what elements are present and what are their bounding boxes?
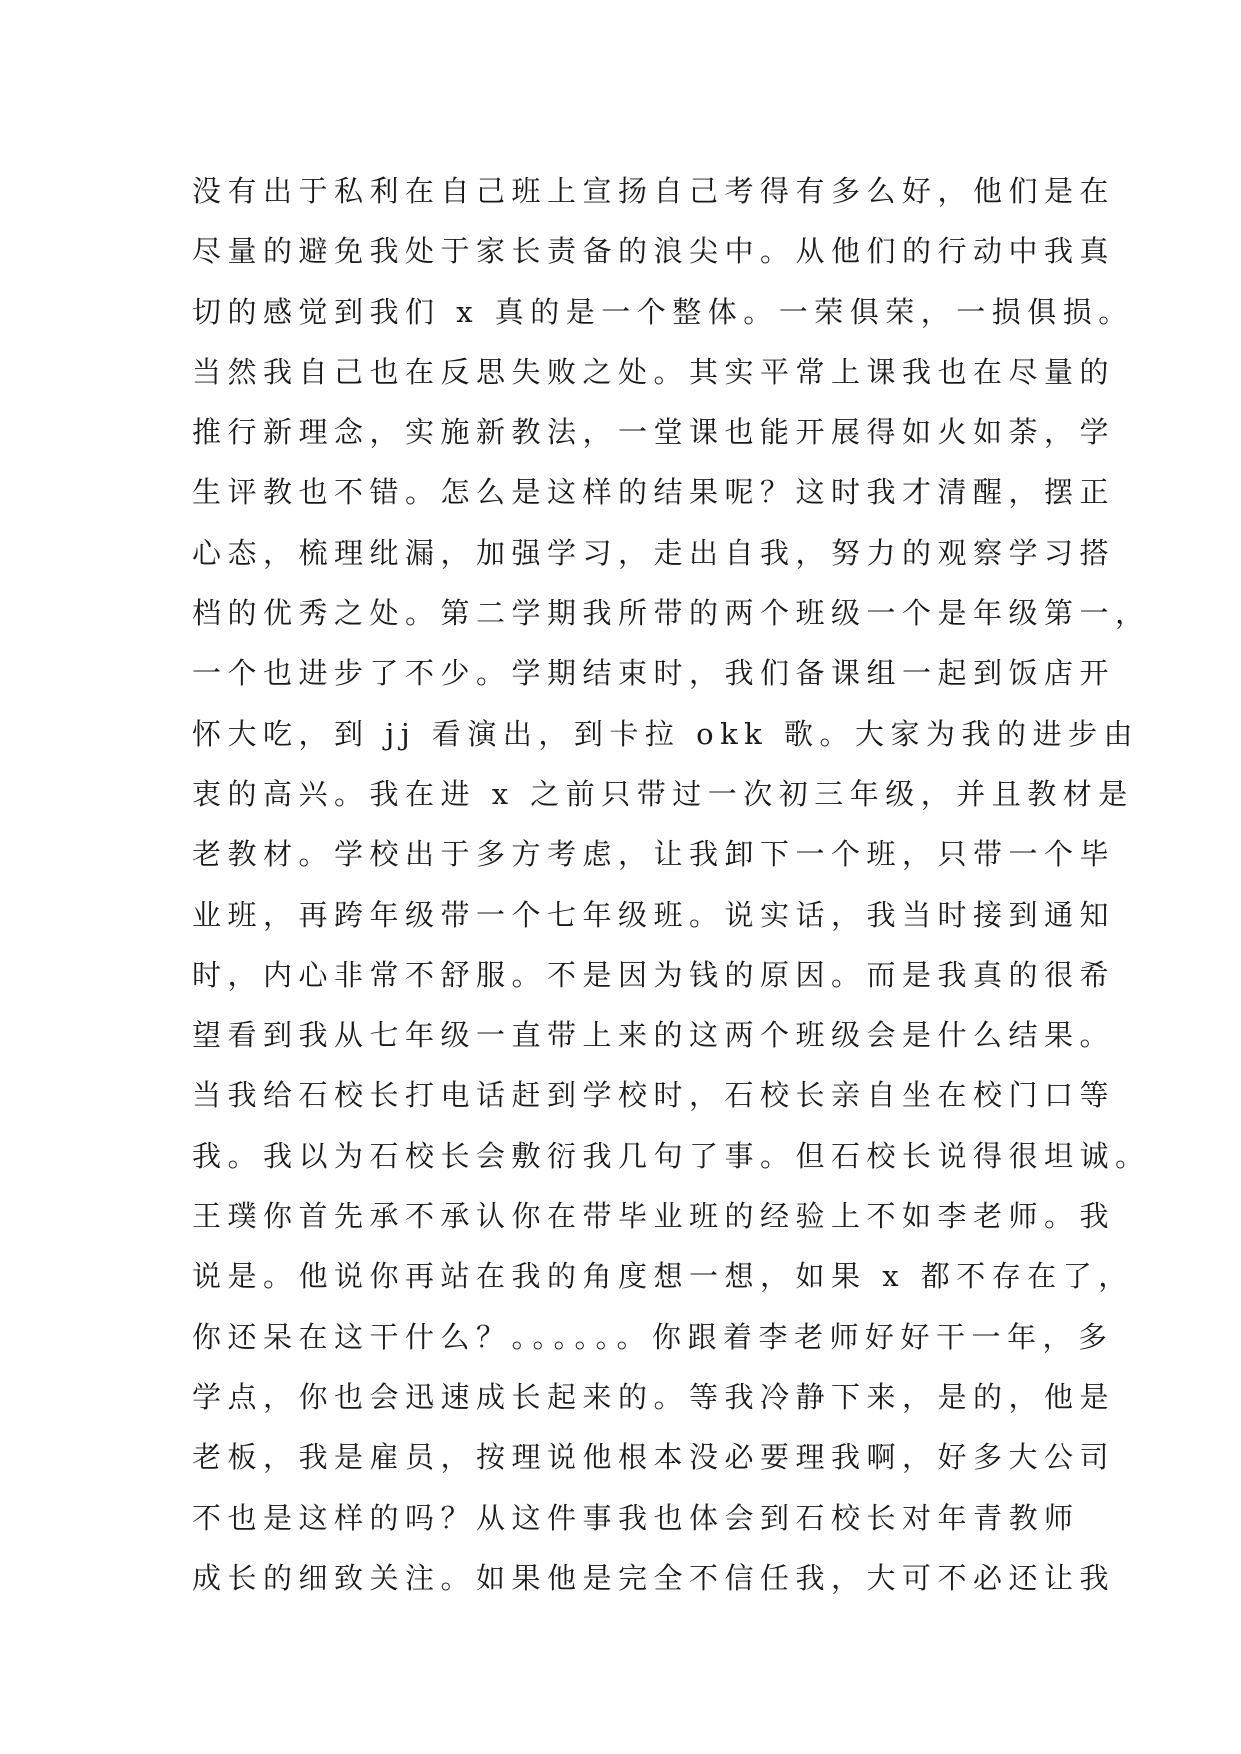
text-line: 老板，我是雇员，按理说他根本没必要理我啊，好多大公司 <box>192 1440 1116 1475</box>
text-line: 望看到我从七年级一直带上来的这两个班级会是什么结果。 <box>192 1018 1116 1053</box>
text-line: 档的优秀之处。第二学期我所带的两个班级一个是年级第一， <box>192 596 1151 631</box>
text-line: 学点，你也会迅速成长起来的。等我冷静下来，是的，他是 <box>192 1379 1116 1414</box>
text-line: 怀大吃，到 jj 看演出，到卡拉 okk 歌。大家为我的进步由 <box>192 716 1139 751</box>
text-line: 王璞你首先承不承认你在带毕业班的经验上不如李老师。我 <box>192 1199 1116 1234</box>
text-line: 成长的细致关注。如果他是完全不信任我，大可不必还让我 <box>192 1560 1116 1595</box>
text-line: 老教材。学校出于多方考虑，让我卸下一个班，只带一个毕 <box>192 837 1116 872</box>
text-line: 业班，再跨年级带一个七年级班。说实话，我当时接到通知 <box>192 897 1116 932</box>
text-line: 没有出于私利在自己班上宣扬自己考得有多么好，他们是在 <box>192 174 1116 208</box>
text-line: 心态，梳理纰漏，加强学习，走出自我，努力的观察学习搭 <box>192 535 1116 570</box>
text-line: 生评教也不错。怎么是这样的结果呢？这时我才清醒，摆正 <box>192 475 1116 510</box>
text-line: 我。我以为石校长会敷衍我几句了事。但石校长说得很坦诚。 <box>192 1138 1151 1173</box>
text-line: 时，内心非常不舒服。不是因为钱的原因。而是我真的很希 <box>192 957 1116 992</box>
text-line: 当然我自己也在反思失败之处。其实平常上课我也在尽量的 <box>192 354 1116 389</box>
body-text <box>192 161 1151 1608</box>
text-line: 推行新理念，实施新教法，一堂课也能开展得如火如荼，学 <box>192 415 1116 450</box>
text-line: 衷的高兴。我在进 x 之前只带过一次初三年级，并且教材是 <box>192 776 1134 811</box>
text-line: 切的感觉到我们 x 真的是一个整体。一荣俱荣，一损俱损。 <box>192 294 1134 329</box>
text-line: 当我给石校长打电话赶到学校时，石校长亲自坐在校门口等 <box>192 1078 1116 1113</box>
text-line: 你还呆在这干什么？。。。。。。你跟着李老师好好干一年，多 <box>192 1319 1114 1354</box>
text-line: 尽量的避免我处于家长责备的浪尖中。从他们的行动中我真 <box>192 234 1116 269</box>
text-line: 不也是这样的吗？从这件事我也体会到石校长对年青教师 <box>192 1500 1080 1535</box>
text-line: 一个也进步了不少。学期结束时，我们备课组一起到饭店开 <box>192 656 1116 691</box>
text-line: 说是。他说你再站在我的角度想一想，如果 x 都不存在了， <box>192 1259 1134 1294</box>
